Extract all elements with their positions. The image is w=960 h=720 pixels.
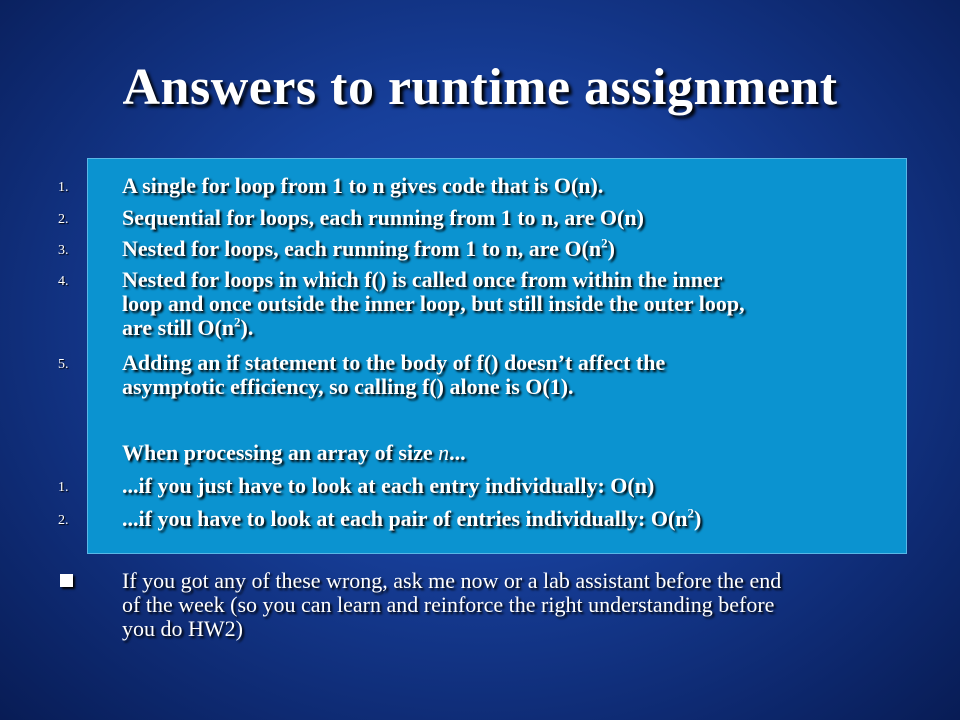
note-text: If you got any of these wrong, ask me now or a lab assistant before the end of the week (so you can learn and reinforce the right understanding before you do HW2) xyxy=(122,568,782,641)
list-number: 1. xyxy=(58,180,69,195)
list-item-text: Sequential for loops, each running from 1 to n, are O(n) xyxy=(122,205,644,230)
list-number: 2. xyxy=(58,513,69,528)
list-number: 1. xyxy=(58,480,69,495)
list-number: 5. xyxy=(58,357,69,372)
square-bullet-icon xyxy=(60,574,73,587)
list-number: 4. xyxy=(58,274,69,289)
slide-title: Answers to runtime assignment xyxy=(122,59,838,116)
list-item-text: Nested for loops, each running from 1 to n, are $O(n^2)$ xyxy=(122,235,615,261)
list-number: 2. xyxy=(58,212,69,227)
list-item-text: Adding an if statement to the body of f() doesn’t affect the asymptotic efficiency, so calling f() alone is O(1). xyxy=(122,350,666,399)
list-item-text: ...if you just have to look at each entry individually: O(n) xyxy=(122,473,655,498)
list-number: 3. xyxy=(58,243,69,258)
list-item-text: ...if you have to look at each pair of entries individually: $O(n^2)$ xyxy=(122,505,702,531)
list-item-text: A single for loop from 1 to n gives code that is O(n). xyxy=(122,173,604,198)
list-item-text: Nested for loops in which f() is called once from within the inner loop and once outside the inner loop, but still inside the outer loop, are still $O(n^2)$. xyxy=(122,267,745,340)
